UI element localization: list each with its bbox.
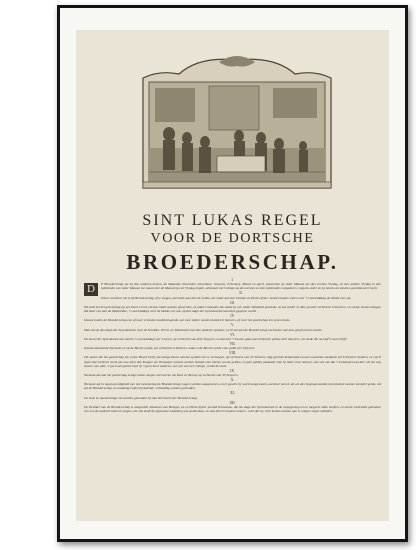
- rule-article: [84, 314, 381, 322]
- rule-article: [84, 378, 381, 390]
- article-text: Niemant zal aan het gezelschap eenige totten mogen overvoeren als Kees en Brood, op verbeurte van 30 Stuyvers.: [84, 372, 239, 377]
- article-number: III.: [230, 300, 235, 305]
- article-number: V.: [230, 323, 235, 328]
- article-text: De Drukker van de Broederschap is aangestelt Johannes van Breugel, en en Pleut-rijcker Arnold Schouman, die ten dage der byeenkomste in de toegegeving ten te toegevel eidin heeften, en zal de Gebruikte geboeken van een de anderen leden te mogen, als met draft de afgenome mededing wel gesthenken, en ook alle ten kunnen bonen - mitv dat wy voor kennis moeten aan te volgen mogte rijtkiden.: [84, 404, 381, 414]
- article-text: De meest der byeenkomst zal voortm 's voormiddags ten 3 uuren, op verbeurte van drie Stuyvers, en dat men 't hooren gaan zal verbeuren geltste drie Stuyvers, als mede die na half 9 uuren blyft.: [84, 336, 348, 341]
- drop-cap-letter: D: [84, 283, 98, 296]
- article-text: Wiens voorkeur het is de Broederschap of te mogen, zal toelie aan alle de Leden, als mede aan den Deeken en Pleut-rijcker, moeten laaten weten voor 's voormiddags de klokke een uur.: [101, 295, 352, 300]
- rule-article: [84, 369, 381, 377]
- rules-text: [84, 278, 381, 414]
- article-text: [84, 282, 381, 296]
- article-text: Elk Lidt zal het gezelschap op zyn beurt en ten eersten huize moeten afwachten, of anders betaalen die aalde by een ander Medelidt gehonde, en zal achter in dien gevalle verbeuren 6 Stuivers, en verige moeten dragen dat door een aan de Medeleden, 's voormiddags voor de klokke een uur, op den dagh der byeenkomste kennelyk gegeven wordt.: [84, 304, 381, 313]
- rule-article: [84, 351, 381, 367]
- title-line-2: VOOR DE DORTSCHE: [150, 231, 315, 246]
- title-line-3: BROEDERSCHAP.: [126, 250, 339, 274]
- rule-article: [84, 323, 381, 331]
- article-text: Iemant afwezende blyvende en op de Beurte eynde, zal verbeuren 6 Stuivers, maar is de Beurte eynde voor geldt vier Stuyvers.: [84, 346, 256, 351]
- article-number: XI.: [230, 391, 235, 396]
- rule-article: [84, 301, 381, 313]
- picture-frame: [57, 5, 408, 542]
- article-body: E Broederschap zal by den anderen komen, de Maanden November, December, Januarij, Februarij, Maart en April, namentlyk op ieder Maand, als den eersten Vrydag, en den andere Vrydag in den tydstondes van ieder Maand, ten maare der de Maand op een Vrydag begint, alsmaare het College op den eersten en den tydstonden vergaderen, volgens order en by beurte als deselve geordonneert heeft.: [101, 282, 381, 291]
- article-text: Iemant buiten de Broederschap een of meer vrienden medebrengende, zal voor iedere moeten betalen 6 Stuivers, of voor het gezelschap ten eynen buize.: [84, 318, 291, 323]
- rule-article: [84, 291, 381, 299]
- rule-article: [84, 401, 381, 413]
- article-text: Die geene die het gezelschap ten eynen Huyze hesft, zal eenige Kunst moeten eynden ven te vertoogen, op verbeurte van 25 Stuivers, dog gereeds beiderzyde en aan voordeele aandeele zal 6 Stuivers betalen, en van 8 tygen dat verbeurt werd, zal ouw door den Kooper als Verkooper moeten werden betaalt voor iderzy van de gelden, en gein gelden geklaade ryke by ieder eene Stuyver, van wat van dat 't verklaaart aan dat; als het nog stuiver van yder, 'e geen zal geluist bayt by 't geen door anderen, van syn van het College, verdocht word.: [84, 355, 381, 368]
- engraving-drawing: [139, 52, 335, 190]
- printed-sheet: [76, 30, 389, 521]
- article-text: Men zal op den dagh der byeenkomste voor de Schilder- Prent- en Tekenkunst met den anderen spreken; en til zal aan de Broederschap vertoonen wat hem gelyft tevens meede.: [84, 327, 323, 332]
- rule-article: [84, 278, 381, 296]
- article-number: VII.: [229, 341, 236, 346]
- article-number: VIII.: [228, 351, 237, 356]
- rule-article: [84, 333, 381, 341]
- article-text: De leste en aanmerkinge zal worden gehouden by den Secretaris der Broederschap.: [84, 395, 198, 400]
- article-number: II.: [239, 291, 243, 296]
- article-number: IV.: [230, 314, 235, 319]
- article-number: VI.: [230, 332, 235, 337]
- mat-board: [60, 8, 405, 539]
- article-number: X.: [230, 378, 235, 383]
- rule-article: [84, 391, 381, 399]
- article-number: IX.: [230, 368, 235, 373]
- rule-article: [84, 342, 381, 350]
- article-text: Niemant zal in tegenwoordigheid van het Gezelschap de Broederschap mogen werden aangewezen, en in geselle by word aangewezen, zal door hem in de als den bygengenoemde byeenkomst moeten beredt 6 gelde, als zal de Broederschap, in zoodanig Leden bysluiende, volstandig worden gehouden.: [84, 382, 381, 391]
- engraved-scene-illustration: [139, 52, 335, 190]
- article-number: I.: [231, 278, 234, 282]
- title-line-1: SINT LUKAS REGEL: [142, 212, 323, 229]
- article-number: XII.: [229, 400, 236, 405]
